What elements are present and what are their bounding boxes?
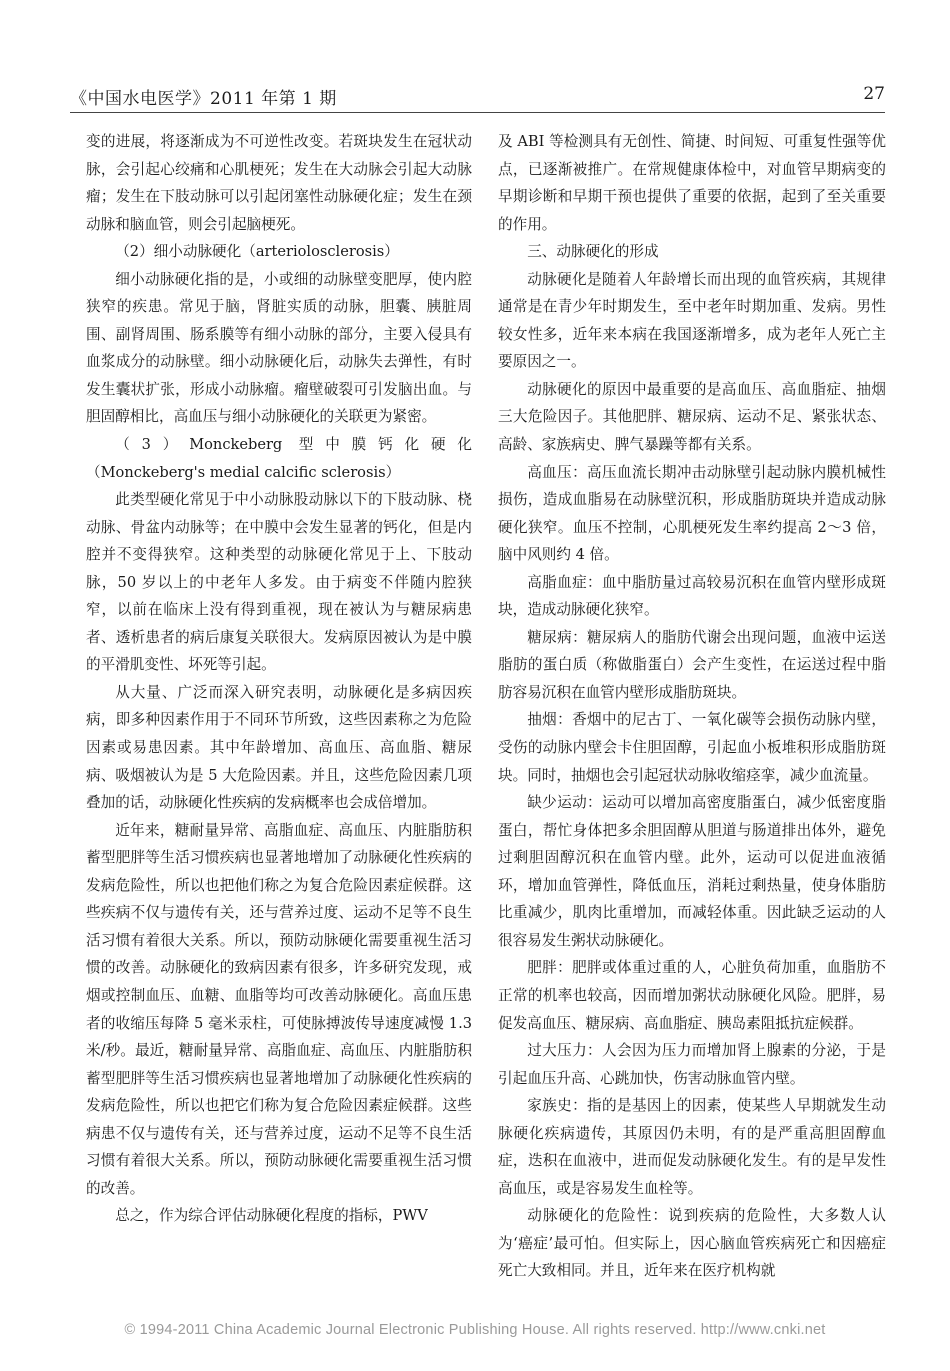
page-number: 27 [863,84,885,104]
paragraph: 高血压：高压血流长期冲击动脉壁引起动脉内膜机械性损伤，造成血脂易在动脉壁沉积，形成脂肪斑块并造成动脉硬化狭窄。血压不控制，心肌梗死发生率约提高 2～3 倍，脑中风则约 4 倍。 [498,463,886,564]
copyright-footer: © 1994-2011 China Academic Journal Electronic Publishing House. All rights reserved. http://www.cnki.net [124,1322,826,1338]
left-text-column [86,128,472,1230]
paragraph: 过大压力：人会因为压力而增加肾上腺素的分泌，于是引起血压升高、心跳加快，伤害动脉血管内壁。 [498,1042,886,1087]
paragraph: 及 ABI 等检测具有无创性、简捷、时间短、可重复性强等优点，已逐渐被推广。在常规健康体检中，对血管早期病变的早期诊断和早期干预也提供了重要的依据，起到了至关重要的作用。 [498,133,886,233]
paragraph: 细小动脉硬化指的是，小或细的动脉壁变肥厚，使内腔狭窄的疾患。常见于脑，肾脏实质的动脉，胆囊、胰脏周围、副肾周围、肠系膜等有细小动脉的部分，主要入侵具有血浆成分的动脉壁。细小动脉硬化后，动脉失去弹性，有时发生囊状扩张，形成小动脉瘤。瘤壁破裂可引发脑出血。与胆固醇相比，高血压与细小动脉硬化的关联更为紧密。 [86,270,472,426]
paragraph: 家族史：指的是基因上的因素，使某些人早期就发生动脉硬化疾病遗传，其原因仍未明，有的是严重高胆固醇血症，迭积在血液中，进而促发动脉硬化发生。有的是早发性高血压，或是容易发生血栓等。 [498,1097,886,1197]
paragraph: 此类型硬化常见于中小动脉股动脉以下的下肢动脉、桡动脉、骨盆内动脉等；在中膜中会发生显著的钙化，但是内腔并不变得狭窄。这种类型的动脉硬化常见于上、下肢动脉，50 岁以上的中老年人多发。由于病变不伴随内腔狭窄，以前在临床上没有得到重视，现在被认为与糖尿病患者、透析患者的病后康复关联很大。发病原因被认为是中膜的平滑肌变性、坏死等引起。 [86,491,472,674]
paragraph: 动脉硬化是随着人年龄增长而出现的血管疾病，其规律通常是在青少年时期发生，至中老年时期加重、发病。男性较女性多，近年来本病在我国逐渐增多，成为老年人死亡主要原因之一。 [498,270,886,371]
paragraph: 三、动脉硬化的形成 [527,243,659,261]
paragraph: 动脉硬化的危险性：说到疾病的危险性，大多数人认为‘癌症’最可怕。但实际上，因心脑血管疾病死亡和因癌症死亡大致相同。并且，近年来在医疗机构就 [498,1207,886,1280]
paragraph: 肥胖：肥胖或体重过重的人，心脏负荷加重，血脂肪不正常的机率也较高，因而增加粥状动脉硬化风险。肥胖，易促发高血压、糖尿病、高血脂症、胰岛素阻抵抗症候群。 [498,959,886,1032]
paragraph: 近年来，糖耐量异常、高脂血症、高血压、内脏脂肪积蓄型肥胖等生活习惯疾病也显著地增加了动脉硬化性疾病的发病危险性，所以也把他们称之为复合危险因素症候群。这些疾病不仅与遗传有关，还与营养过度、运动不足等不良生活习惯有着很大关系。所以，预防动脉硬化需要重视生活习惯的改善。动脉硬化的致病因素有很多，许多研究发现，戒烟或控制血压、血糖、血脂等均可改善动脉硬化。高血压患者的收缩压每降 5 毫米汞柱，可使脉搏波传导速度减慢 1.3 米/秒。最近，糖耐量异常、高脂血症、高血压、内脏脂肪积蓄型肥胖等生活习惯疾病也显著地增加了动脉硬化性疾病的发病危险性，所以也把它们称为复合危险因素症候群。这些病患不仅与遗传有关，还与营养过度，运动不足等不良生活习惯有着很大关系。所以，预防动脉硬化需要重视生活习惯的改善。 [86,821,472,1197]
paragraph: （2）细小动脉硬化（arteriolosclerosis） [115,243,399,261]
paragraph: 糖尿病：糖尿病人的脂肪代谢会出现问题，血液中运送脂肪的蛋白质（称做脂蛋白）会产生变性，在运送过程中脂肪容易沉积在血管内壁形成脂肪斑块。 [498,628,886,701]
paragraph: 总之，作为综合评估动脉硬化程度的指标，PWV [115,1207,428,1225]
paragraph: 高脂血症：血中脂肪量过高较易沉积在血管内壁形成斑块，造成动脉硬化狭窄。 [498,573,886,619]
paragraph: 变的进展，将逐渐成为不可逆性改变。若斑块发生在冠状动脉，会引起心绞痛和心肌梗死；发生在大动脉会引起大动脉瘤；发生在下肢动脉可以引起闭塞性动脉硬化症；发生在颈动脉和脑血管，则会引起脑梗死。 [86,133,472,233]
header-rule [70,112,885,113]
paragraph: 动脉硬化的原因中最重要的是高血压、高血脂症、抽烟三大危险因子。其他肥胖、糖尿病、运动不足、紧张状态、高龄、家族病史、脾气暴躁等都有关系。 [498,380,886,454]
paragraph: 抽烟：香烟中的尼古丁、一氧化碳等会损伤动脉内壁，受伤的动脉内壁会卡住胆固醇，引起血小板堆积形成脂肪斑块。同时，抽烟也会引起冠状动脉收缩痉挛，减少血流量。 [498,711,886,784]
right-text-column [498,128,886,1285]
paragraph: 从大量、广泛而深入研究表明，动脉硬化是多病因疾病，即多种因素作用于不同环节所致，这些因素称之为危险因素或易患因素。其中年龄增加、高血压、高血脂、糖尿病、吸烟被认为是 5 大危险因素。并且，这些危险因素几项叠加的话，动脉硬化性疾病的发病概率也会成倍增加。 [86,683,472,812]
running-header [70,84,885,114]
journal-title: 《中国水电医学》2011 年第 1 期 [70,89,337,109]
paragraph: （3）Monckeberg 型中膜钙化硬化（Monckeberg's medial calcific sclerosis） [86,436,472,481]
paragraph: 缺少运动：运动可以增加高密度脂蛋白，减少低密度脂蛋白，帮忙身体把多余胆固醇从胆道与肠道排出体外，避免过剩胆固醇沉积在血管内壁。此外，运动可以促进血液循环，增加血管弹性，降低血压，消耗过剩热量，使身体脂肪比重减少，肌肉比重增加，而减轻体重。因此缺乏运动的人很容易发生粥状动脉硬化。 [498,794,886,949]
